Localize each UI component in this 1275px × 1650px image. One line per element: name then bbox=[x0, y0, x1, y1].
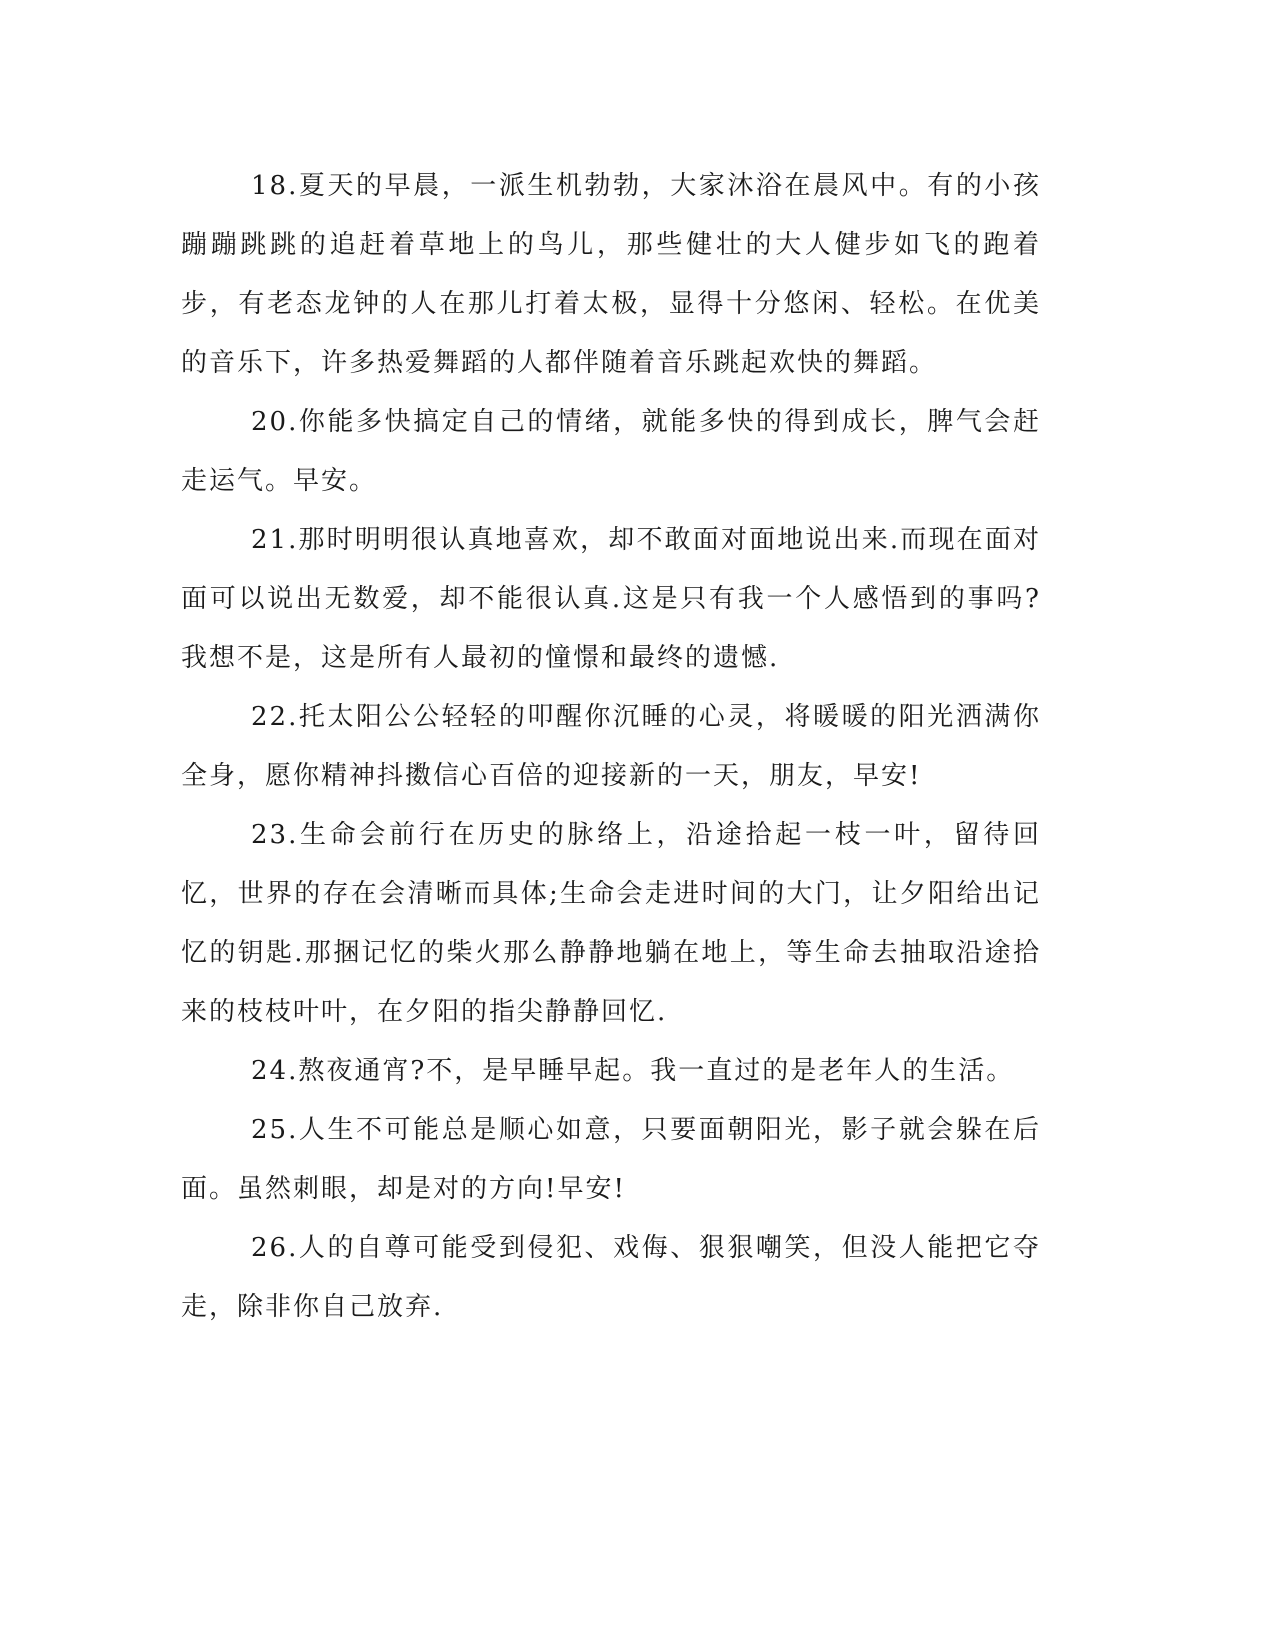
paragraph-25: 25.人生不可能总是顺心如意，只要面朝阳光，影子就会躲在后面。虽然刺眼，却是对的方向!早安! bbox=[181, 1115, 1041, 1204]
paragraph-20: 20.你能多快搞定自己的情绪，就能多快的得到成长，脾气会赶走运气。早安。 bbox=[181, 407, 1041, 496]
paragraph-23: 23.生命会前行在历史的脉络上，沿途拾起一枝一叶，留待回忆，世界的存在会清晰而具体;生命会走进时间的大门，让夕阳给出记忆的钥匙.那捆记忆的柴火那么静静地躺在地上，等生命去抽取沿途拾来的枝枝叶叶，在夕阳的指尖静静回忆. bbox=[181, 820, 1041, 1027]
paragraph-22: 22.托太阳公公轻轻的叩醒你沉睡的心灵，将暖暖的阳光洒满你全身，愿你精神抖擞信心百倍的迎接新的一天，朋友，早安! bbox=[181, 702, 1041, 791]
paragraph-26: 26.人的自尊可能受到侵犯、戏侮、狠狠嘲笑，但没人能把它夺走，除非你自己放弃. bbox=[181, 1233, 1041, 1322]
paragraph-24: 24.熬夜通宵?不，是早睡早起。我一直过的是老年人的生活。 bbox=[251, 1056, 1015, 1086]
document-body bbox=[181, 157, 1041, 1337]
paragraph-18: 18.夏天的早晨，一派生机勃勃，大家沐浴在晨风中。有的小孩蹦蹦跳跳的追赶着草地上的鸟儿，那些健壮的大人健步如飞的跑着步，有老态龙钟的人在那儿打着太极，显得十分悠闲、轻松。在优美的音乐下，许多热爱舞蹈的人都伴随着音乐跳起欢快的舞蹈。 bbox=[181, 171, 1041, 378]
paragraph-21: 21.那时明明很认真地喜欢，却不敢面对面地说出来.而现在面对面可以说出无数爱，却不能很认真.这是只有我一个人感悟到的事吗?我想不是，这是所有人最初的憧憬和最终的遗憾. bbox=[181, 525, 1041, 673]
